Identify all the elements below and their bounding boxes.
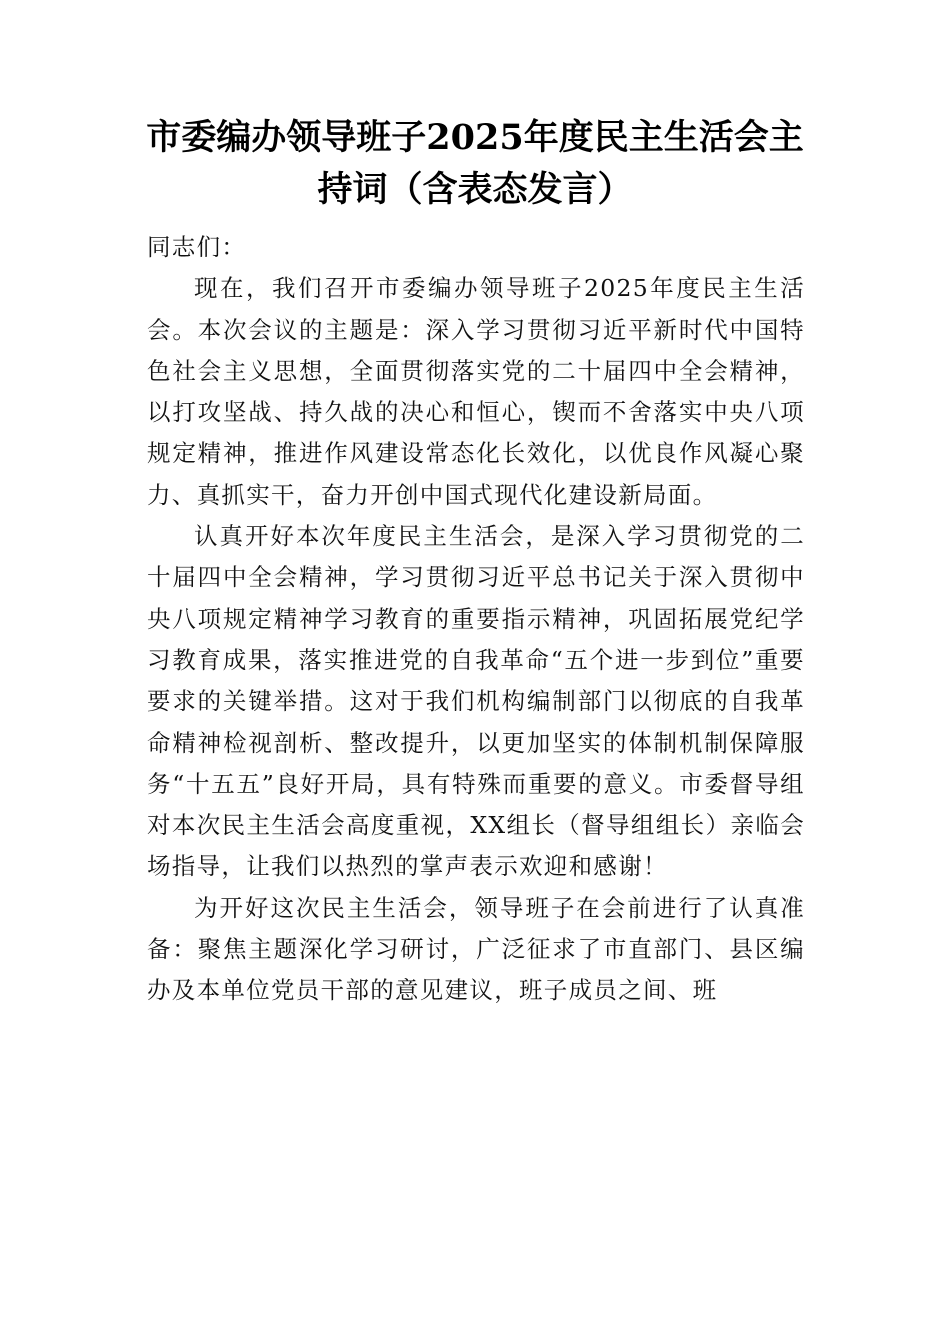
salutation: 同志们：: [147, 233, 247, 261]
paragraph: 现在，我们召开市委编办领导班子2025年度民主生活会。本次会议的主题是：深入学习贯彻习近平新时代中国特色社会主义思想，全面贯彻落实党的二十届四中全会精神，以打攻坚战、持久战的决心和恒心，锲而不舍落实中央八项规定精神，推进作风建设常态化长效化，以优良作风凝心聚力、真抓实干，奋力开创中国式现代化建设新局面。: [147, 274, 805, 509]
document-title: 市委编办领导班子2025年度民主生活会主持词（含表态发言）: [146, 117, 804, 210]
document-body: [147, 227, 805, 1012]
paragraph: 认真开好本次年度民主生活会，是深入学习贯彻党的二十届四中全会精神，学习贯彻习近平总书记关于深入贯彻中央八项规定精神学习教育的重要指示精神，巩固拓展党纪学习教育成果，落实推进党的自我革命“五个进一步到位”重要要求的关键举措。这对于我们机构编制部门以彻底的自我革命精神检视剖析、整改提升，以更加坚实的体制机制保障服务“十五五”良好开局，具有特殊而重要的意义。市委督导组对本次民主生活会高度重视，XX组长（督导组组长）亲临会场指导，让我们以热烈的掌声表示欢迎和感谢！: [147, 522, 805, 881]
paragraph: 为开好这次民主生活会，领导班子在会前进行了认真准备：聚焦主题深化学习研讨，广泛征求了市直部门、县区编办及本单位党员干部的意见建议，班子成员之间、班: [147, 893, 805, 1005]
